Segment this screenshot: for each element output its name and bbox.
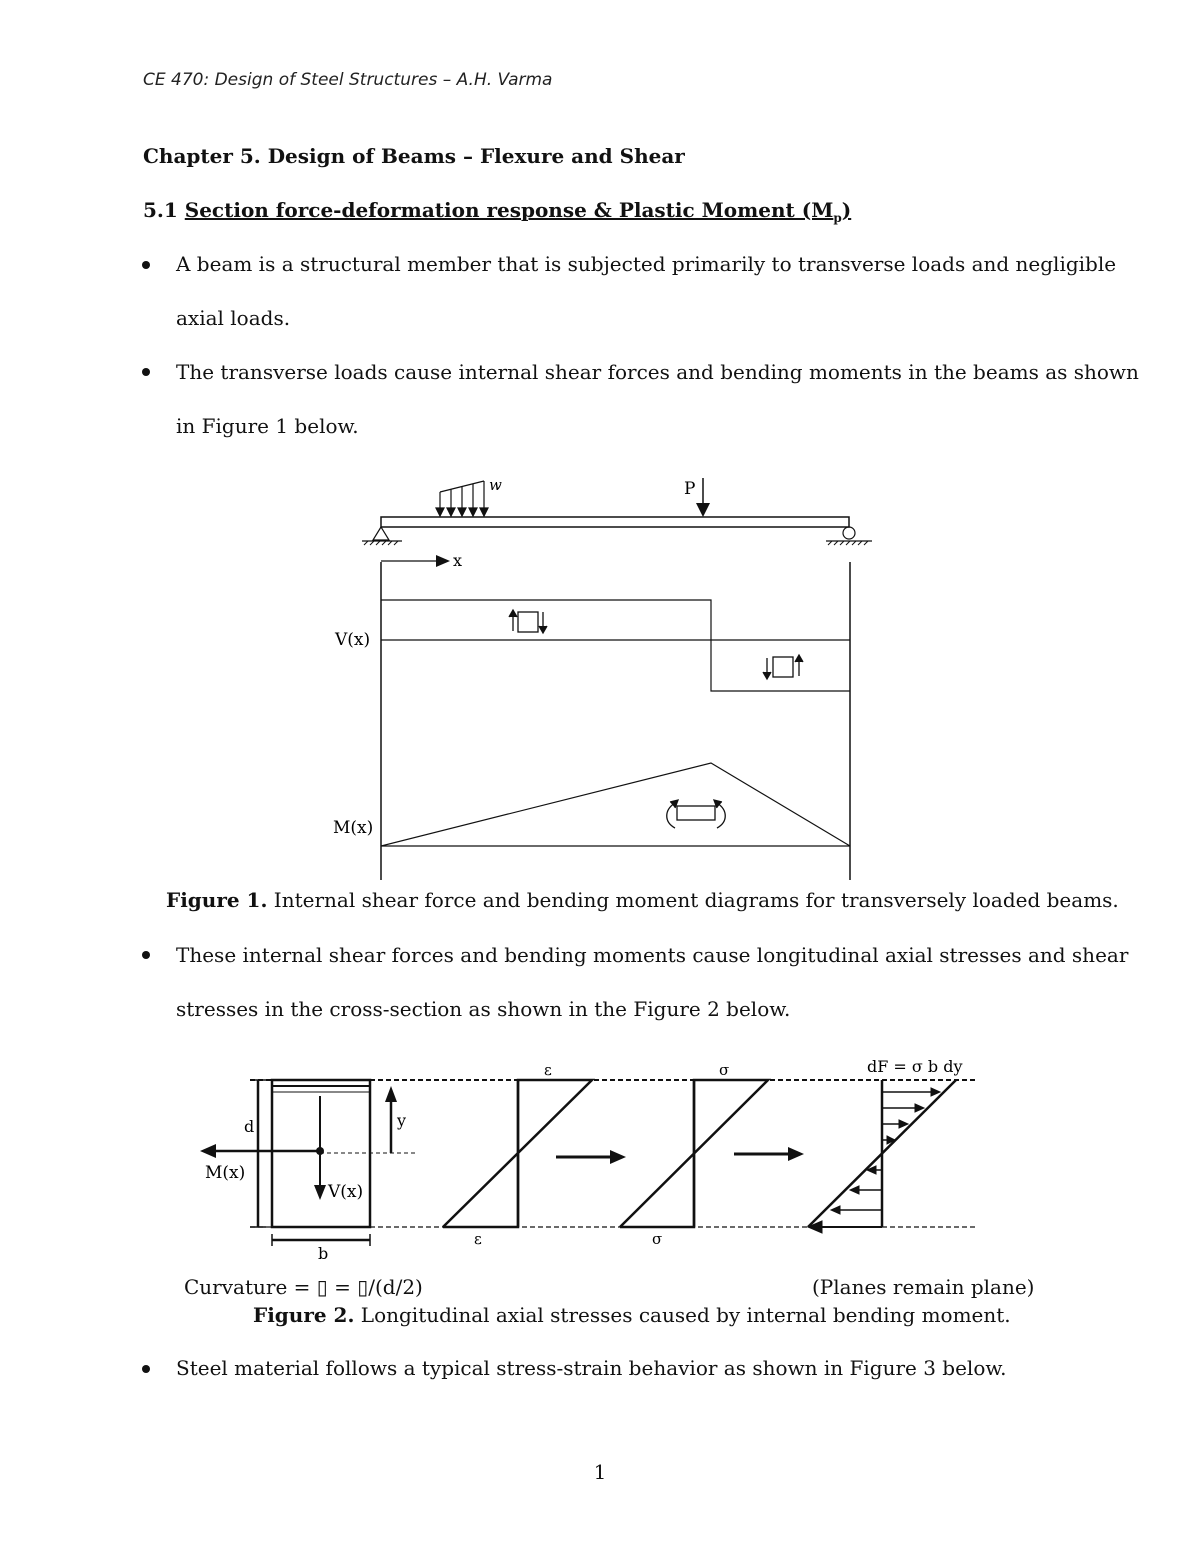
- shear-label: V(x): [328, 1182, 364, 1202]
- bullet-dot: [142, 951, 150, 959]
- stress-top-label: σ: [719, 1061, 730, 1079]
- bullet-2-line-1: The transverse loads cause internal shear forces and bending moments in the beams as shown: [176, 360, 1139, 384]
- page-number: 1: [593, 1460, 607, 1484]
- shear-sign-element-negative: [763, 655, 803, 679]
- beam: [381, 517, 849, 527]
- force-diagram: [808, 1080, 956, 1233]
- section-title-close: ): [841, 198, 852, 222]
- curvature-equation: Curvature = ▯ = ▯/(d/2): [184, 1275, 423, 1299]
- chapter-title: Chapter 5. Design of Beams – Flexure and Shear: [143, 144, 685, 168]
- shear-label: V(x): [335, 630, 371, 650]
- moment-diagram: [381, 763, 850, 846]
- depth-label: d: [244, 1117, 255, 1136]
- bullet-1-line-2: axial loads.: [176, 306, 291, 330]
- figure-2-caption-label: Figure 2.: [253, 1303, 355, 1327]
- running-header: CE 470: Design of Steel Structures – A.H. Varma: [143, 70, 553, 90]
- section-number: 5.1: [143, 198, 178, 222]
- moment-label: M(x): [333, 818, 374, 838]
- force-label: dF = σ b dy: [867, 1057, 963, 1076]
- figure-1-caption: [166, 888, 1119, 912]
- pin-support: [362, 527, 402, 545]
- bullet-4-line-1: Steel material follows a typical stress-strain behavior as shown in Figure 3 below.: [176, 1356, 1007, 1380]
- point-load-arrow: [696, 503, 710, 517]
- transition-arrow: [788, 1147, 804, 1161]
- y-arrow: [385, 1086, 397, 1102]
- planes-remain-plane-note: (Planes remain plane): [812, 1275, 1035, 1299]
- stress-bottom-label: σ: [652, 1230, 663, 1248]
- distributed-load: [436, 481, 488, 516]
- figure-2-caption: [253, 1303, 1011, 1327]
- bullet-3-line-1: These internal shear forces and bending moments cause longitudinal axial stresses and shear: [176, 943, 1129, 967]
- load-w-label: w: [489, 476, 502, 494]
- bullet-dot: [142, 1365, 150, 1373]
- transition-arrow: [610, 1150, 626, 1164]
- roller-support: [826, 527, 872, 545]
- strain-top-label: ε: [544, 1061, 552, 1079]
- y-label: y: [397, 1111, 407, 1130]
- section-title-text: Section force-deformation response & Plastic Moment (M: [184, 198, 834, 222]
- strain-bottom-label: ε: [474, 1230, 482, 1248]
- strain-diagram: [443, 1080, 592, 1227]
- bullet-2-line-2: in Figure 1 below.: [176, 414, 359, 438]
- moment-sign-element: [667, 800, 726, 828]
- shear-sign-element-positive: [509, 610, 547, 633]
- load-p-label: P: [684, 479, 696, 499]
- x-label: x: [453, 551, 463, 570]
- figure-2-stress-diagrams: [0, 1040, 1200, 1280]
- x-direction-arrow: [436, 555, 450, 567]
- section-title-subscript: p: [833, 211, 842, 225]
- moment-arrow: [200, 1144, 216, 1158]
- moment-label: M(x): [205, 1163, 246, 1183]
- width-label: b: [318, 1244, 329, 1263]
- shear-arrow: [314, 1185, 326, 1200]
- figure-1-caption-label: Figure 1.: [166, 888, 268, 912]
- figure-1-caption-text: Internal shear force and bending moment diagrams for transversely loaded beams.: [267, 888, 1119, 912]
- bullet-3-line-2: stresses in the cross-section as shown in the Figure 2 below.: [176, 997, 791, 1021]
- bullet-1-line-1: A beam is a structural member that is subjected primarily to transverse loads and negligible: [176, 252, 1117, 276]
- figure-2-caption-text: Longitudinal axial stresses caused by internal bending moment.: [354, 1303, 1011, 1327]
